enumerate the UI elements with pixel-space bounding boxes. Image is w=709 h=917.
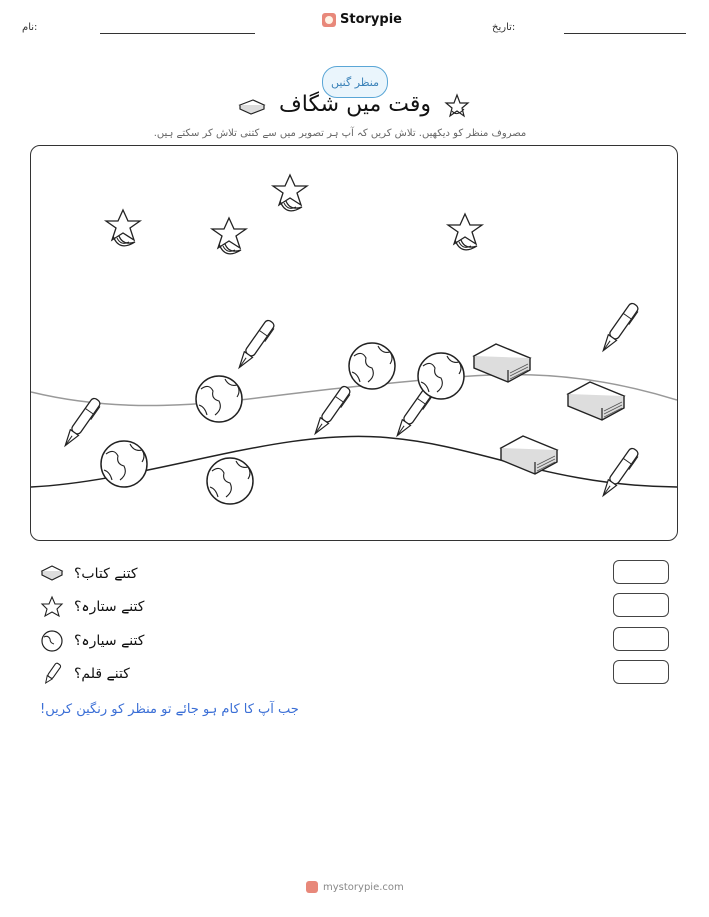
scene-pen-icon bbox=[61, 397, 102, 449]
storypie-logo-icon bbox=[322, 13, 336, 27]
question-pens: کتنے قلم؟ bbox=[74, 666, 130, 682]
question-row-pens bbox=[40, 662, 200, 686]
scene-pen-icon bbox=[599, 447, 640, 499]
scene-planet-icon bbox=[207, 458, 253, 504]
pen-icon bbox=[40, 661, 64, 687]
planet-icon bbox=[40, 629, 64, 653]
answer-box-pens[interactable] bbox=[613, 660, 669, 684]
brand-name: Storypie bbox=[340, 12, 402, 27]
scene-star-icon bbox=[106, 210, 140, 246]
scene-star-icon bbox=[448, 214, 482, 250]
scene-planet-icon bbox=[196, 376, 242, 422]
brand-logo bbox=[322, 12, 402, 27]
scene-book-icon bbox=[568, 382, 624, 420]
title-star-icon bbox=[444, 93, 470, 119]
scene-illustration bbox=[31, 146, 677, 540]
scene-planet-icon bbox=[101, 441, 147, 487]
star-icon bbox=[40, 595, 64, 619]
category-badge: منظر گنیں bbox=[322, 66, 388, 98]
answer-box-planets[interactable] bbox=[613, 627, 669, 651]
answer-box-stars[interactable] bbox=[613, 593, 669, 617]
question-stars: کتنے ستارہ؟ bbox=[74, 599, 145, 615]
scene-planet-icon bbox=[418, 353, 464, 399]
answer-box-books[interactable] bbox=[613, 560, 669, 584]
date-line[interactable] bbox=[564, 33, 686, 34]
date-label: تاریخ: bbox=[492, 22, 516, 33]
scene-star-icon bbox=[273, 175, 307, 211]
site-url: mystorypie.com bbox=[323, 881, 404, 893]
page-title: وقت میں شگاف bbox=[279, 92, 431, 117]
name-label: نام: bbox=[22, 22, 38, 33]
scene-planet-icon bbox=[349, 343, 395, 389]
name-line[interactable] bbox=[100, 33, 255, 34]
scene-book-icon bbox=[474, 344, 530, 382]
scene-book-icon bbox=[501, 436, 557, 474]
scene-pen-icon bbox=[311, 385, 352, 437]
site-footer bbox=[306, 881, 404, 893]
storypie-logo-icon bbox=[306, 881, 318, 893]
question-books: کتنے کتاب؟ bbox=[74, 566, 138, 582]
scene-star-icon bbox=[212, 218, 246, 254]
question-row-stars bbox=[40, 595, 200, 619]
scene-pen-icon bbox=[599, 302, 640, 354]
color-instruction: جب آپ کا کام ہو جائے تو منظر کو رنگین کریں! bbox=[40, 702, 299, 717]
question-row-planets bbox=[40, 629, 200, 653]
scene-pen-icon bbox=[235, 319, 276, 371]
instructions: مصروف منظر کو دیکھیں. تلاش کریں کہ آپ ہر تصویر میں سے کتنی تلاش کر سکتے ہیں. bbox=[153, 128, 527, 139]
question-row-books bbox=[40, 562, 200, 586]
scene-frame bbox=[30, 145, 678, 541]
book-icon bbox=[40, 564, 64, 584]
question-planets: کتنے سیارہ؟ bbox=[74, 633, 145, 649]
